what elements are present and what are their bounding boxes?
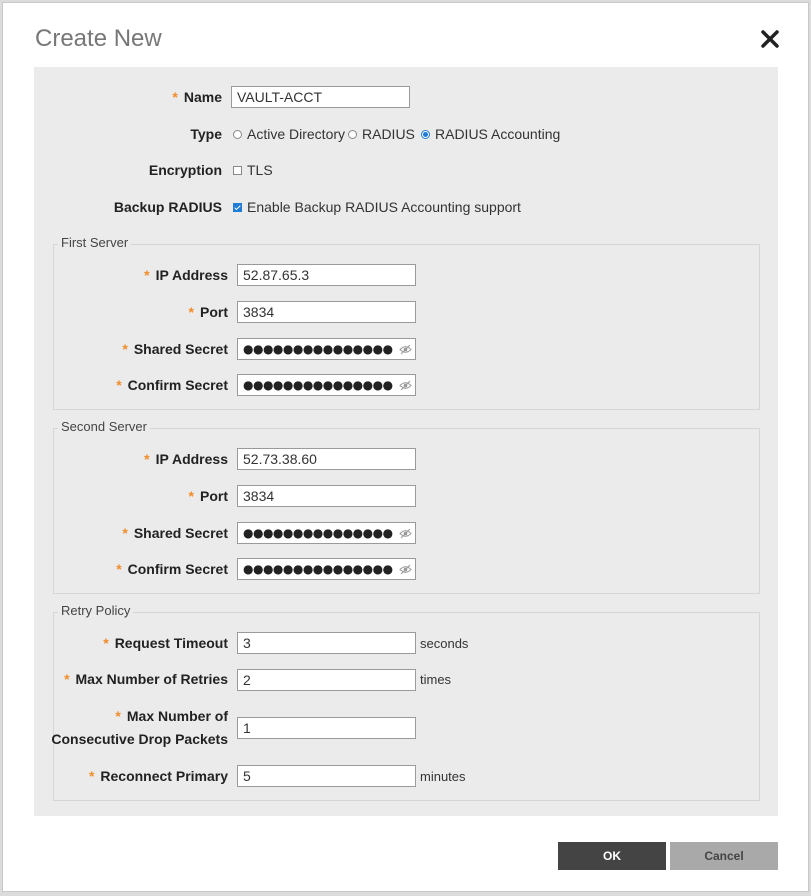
eye-slash-icon[interactable] xyxy=(399,380,412,391)
second-server-legend: Second Server xyxy=(58,419,150,434)
second-port-label: * Port xyxy=(188,488,228,504)
checkbox-checked-icon[interactable] xyxy=(233,203,242,212)
radio-icon[interactable] xyxy=(348,130,357,139)
first-confirm-label: * Confirm Secret xyxy=(116,377,228,393)
type-option-radius-accounting[interactable]: RADIUS Accounting xyxy=(421,126,560,142)
eye-slash-icon[interactable] xyxy=(399,564,412,575)
reconnect-primary-label: * Reconnect Primary xyxy=(88,768,228,784)
name-input[interactable] xyxy=(231,86,410,108)
dialog-title: Create New xyxy=(35,25,162,52)
retries-unit: times xyxy=(420,672,452,687)
reconnect-unit: minutes xyxy=(420,769,466,784)
first-ip-label: * IP Address xyxy=(144,267,228,283)
cancel-button[interactable]: Cancel xyxy=(670,842,778,870)
type-label: Type xyxy=(190,126,222,142)
max-drop-packets-input[interactable] xyxy=(237,717,416,739)
second-confirm-input[interactable]: ●●●●●●●●●●●●●●● xyxy=(237,558,416,580)
eye-slash-icon[interactable] xyxy=(399,528,412,539)
type-option-radius[interactable]: RADIUS xyxy=(348,126,415,142)
max-drop-label-line1: * Max Number of xyxy=(115,708,228,724)
radio-icon[interactable] xyxy=(233,130,242,139)
name-label: * Name xyxy=(172,89,222,105)
second-ip-label: * IP Address xyxy=(144,451,228,467)
backup-radius-checkbox[interactable]: Enable Backup RADIUS Accounting support xyxy=(233,199,521,215)
backup-radius-label: Backup RADIUS xyxy=(113,199,222,215)
second-confirm-label: * Confirm Secret xyxy=(116,561,228,577)
form-panel xyxy=(34,67,778,816)
max-retries-label: * Max Number of Retries xyxy=(64,671,228,687)
first-port-input[interactable] xyxy=(237,301,416,323)
type-option-active-directory[interactable]: Active Directory xyxy=(233,126,345,142)
encryption-label: Encryption xyxy=(148,162,222,178)
eye-slash-icon[interactable] xyxy=(399,344,412,355)
second-secret-input[interactable]: ●●●●●●●●●●●●●●● xyxy=(237,522,416,544)
max-retries-input[interactable] xyxy=(237,669,416,691)
first-server-legend: First Server xyxy=(58,235,131,250)
reconnect-primary-input[interactable] xyxy=(237,765,416,787)
first-port-label: * Port xyxy=(188,304,228,320)
create-new-dialog xyxy=(2,2,809,892)
second-port-input[interactable] xyxy=(237,485,416,507)
second-ip-input[interactable] xyxy=(237,448,416,470)
first-secret-input[interactable]: ●●●●●●●●●●●●●●● xyxy=(237,338,416,360)
second-secret-label: * Shared Secret xyxy=(122,525,228,541)
request-timeout-input[interactable] xyxy=(237,632,416,654)
first-secret-label: * Shared Secret xyxy=(122,341,228,357)
request-timeout-label: * Request Timeout xyxy=(103,635,228,651)
close-icon[interactable] xyxy=(758,27,782,51)
timeout-unit: seconds xyxy=(420,636,469,651)
max-drop-label-line2: Consecutive Drop Packets xyxy=(51,731,228,747)
radio-selected-icon[interactable] xyxy=(421,130,430,139)
first-ip-input[interactable] xyxy=(237,264,416,286)
checkbox-icon[interactable] xyxy=(233,166,242,175)
retry-policy-legend: Retry Policy xyxy=(58,603,133,618)
encryption-tls-checkbox[interactable]: TLS xyxy=(233,162,273,178)
ok-button[interactable]: OK xyxy=(558,842,666,870)
first-confirm-input[interactable]: ●●●●●●●●●●●●●●● xyxy=(237,374,416,396)
